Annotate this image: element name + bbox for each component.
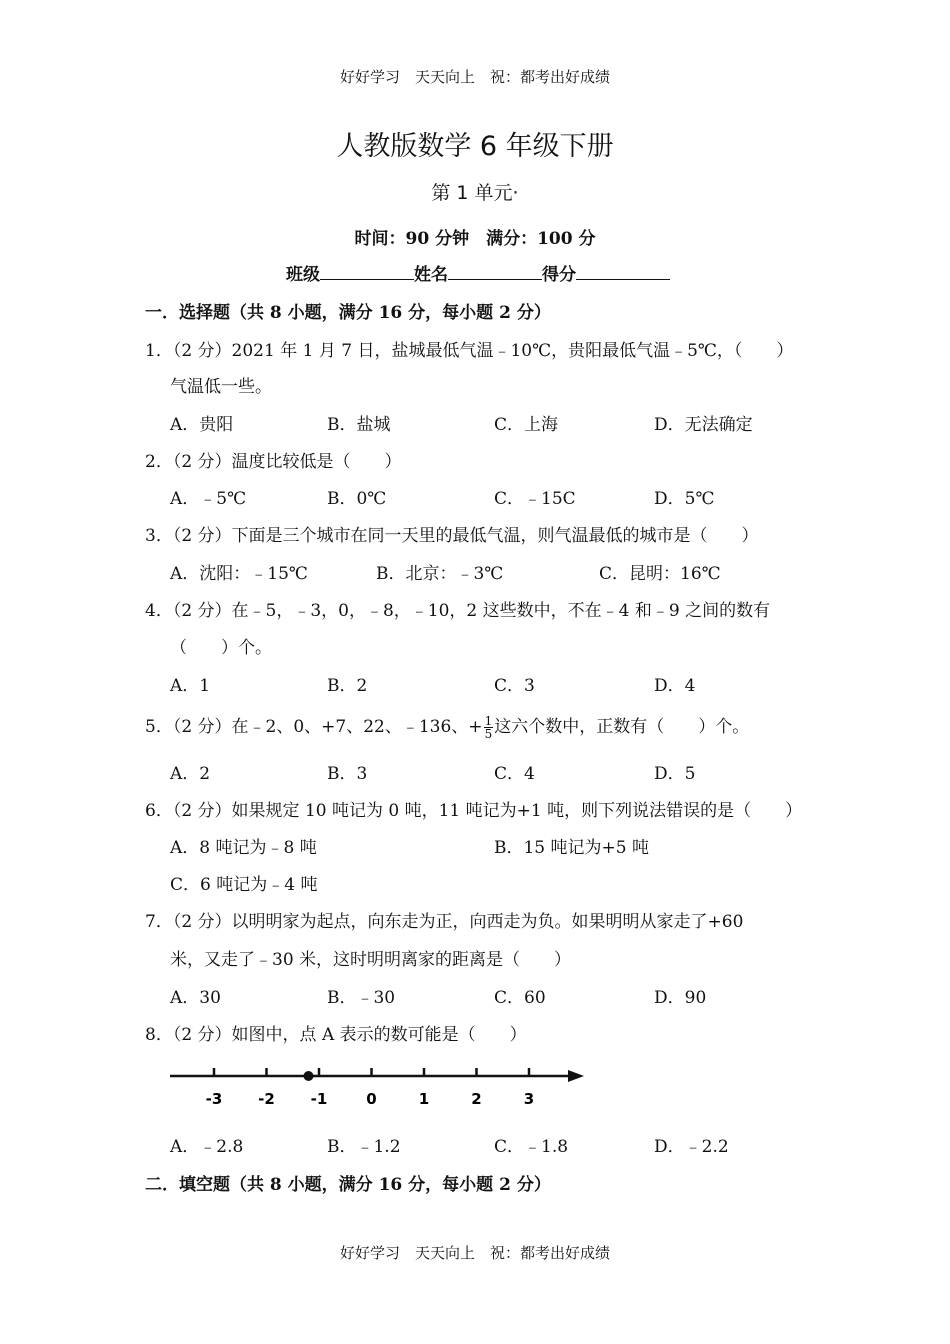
question-4-continued: （ ）个。 <box>170 638 272 658</box>
q4-option-c[interactable]: C．3 <box>494 676 535 696</box>
question-5-text-before: 5．（2 分）在﹣2、0、+7、22、﹣136、+ <box>145 717 483 737</box>
tick-label-2: 2 <box>471 1090 482 1108</box>
question-2: 2．（2 分）温度比较低是（ ） <box>145 452 402 472</box>
fraction-numerator: 1 <box>484 714 493 728</box>
q4-option-d[interactable]: D．4 <box>654 676 696 696</box>
q8-option-c[interactable]: C．﹣1.8 <box>494 1137 569 1157</box>
q5-option-d[interactable]: D．5 <box>654 764 696 784</box>
question-5 <box>145 712 749 740</box>
class-label: 班级 <box>286 265 320 285</box>
tick-label-1: 1 <box>418 1090 430 1108</box>
q6-option-a[interactable]: A．8 吨记为﹣8 吨 <box>170 838 317 858</box>
tick-label--3: -3 <box>205 1090 223 1108</box>
question-6: 6．（2 分）如果规定 10 吨记为 0 吨，11 吨记为+1 吨，则下列说法错误的是（ ） <box>145 801 803 821</box>
q4-option-b[interactable]: B．2 <box>327 676 368 696</box>
time-line: 时间：90 分钟 满分：100 分 <box>354 229 596 249</box>
question-1: 1．（2 分）2021 年 1 月 7 日，盐城最低气温﹣10℃，贵阳最低气温﹣5℃，（ ） <box>145 341 794 361</box>
tick-label--1: -1 <box>310 1090 328 1108</box>
question-8: 8．（2 分）如图中，点 A 表示的数可能是（ ） <box>145 1025 527 1045</box>
q2-option-c[interactable]: C．﹣15C <box>494 489 576 509</box>
q8-option-d[interactable]: D．﹣2.2 <box>654 1137 729 1157</box>
page-title: 人教版数学 6 年级下册 <box>336 131 614 162</box>
unit-label: 第 1 单元· <box>431 182 519 204</box>
q7-option-d[interactable]: D．90 <box>654 988 707 1008</box>
fraction-one-fifth <box>484 715 494 740</box>
q1-option-d[interactable]: D．无法确定 <box>654 415 753 435</box>
question-7: 7．（2 分）以明明家为起点，向东走为正，向西走为负。如果明明从家走了+60 <box>145 912 744 932</box>
q2-option-b[interactable]: B．0℃ <box>327 489 387 509</box>
section-heading-choice: 一．选择题（共 8 小题，满分 16 分，每小题 2 分） <box>145 303 551 323</box>
q1-option-a[interactable]: A．贵阳 <box>170 415 234 435</box>
q8-option-b[interactable]: B．﹣1.2 <box>327 1137 401 1157</box>
page-footer: 好好学习 天天向上 祝：都考出好成绩 <box>339 1244 610 1262</box>
section-heading-fill: 二．填空题（共 8 小题，满分 16 分，每小题 2 分） <box>145 1175 551 1195</box>
q3-option-c[interactable]: C．昆明：16℃ <box>599 564 721 584</box>
tick-label--2: -2 <box>258 1090 275 1108</box>
q8-option-a[interactable]: A．﹣2.8 <box>170 1137 244 1157</box>
number-line-figure <box>168 1062 588 1114</box>
q7-option-a[interactable]: A．30 <box>170 988 221 1008</box>
q3-option-b[interactable]: B．北京：﹣3℃ <box>376 564 504 584</box>
q7-option-c[interactable]: C．60 <box>494 988 546 1008</box>
q6-option-b[interactable]: B．15 吨记为+5 吨 <box>494 838 649 858</box>
number-line-arrow <box>568 1070 584 1082</box>
page-header: 好好学习 天天向上 祝：都考出好成绩 <box>339 68 610 86</box>
question-4: 4．（2 分）在﹣5，﹣3，0，﹣8，﹣10，2 这些数中，不在﹣4 和﹣9 之间的数有 <box>145 601 771 621</box>
q2-option-a[interactable]: A．﹣5℃ <box>170 489 247 509</box>
q1-option-c[interactable]: C．上海 <box>494 415 559 435</box>
q5-option-c[interactable]: C．4 <box>494 764 535 784</box>
fraction-denominator: 5 <box>484 727 493 741</box>
question-7-continued: 米，又走了﹣30 米，这时明明离家的距离是（ ） <box>170 950 572 970</box>
q6-option-c[interactable]: C．6 吨记为﹣4 吨 <box>170 875 318 895</box>
q5-option-b[interactable]: B．3 <box>327 764 368 784</box>
tick-label-0: 0 <box>366 1090 377 1108</box>
question-3: 3．（2 分）下面是三个城市在同一天里的最低气温，则气温最低的城市是（ ） <box>145 526 759 546</box>
q5-option-a[interactable]: A．2 <box>170 764 211 784</box>
q3-option-a[interactable]: A．沈阳：﹣15℃ <box>170 564 308 584</box>
name-label: 姓名 <box>414 265 448 285</box>
point-a-marker <box>304 1071 314 1081</box>
tick-label-3: 3 <box>523 1090 535 1108</box>
score-blank[interactable] <box>576 263 670 280</box>
class-blank[interactable] <box>320 263 414 280</box>
name-blank[interactable] <box>448 263 542 280</box>
q4-option-a[interactable]: A．1 <box>170 676 211 696</box>
question-1-continued: 气温低一些。 <box>170 377 272 397</box>
student-info-line <box>286 260 670 285</box>
q7-option-b[interactable]: B．﹣30 <box>327 988 396 1008</box>
q1-option-b[interactable]: B．盐城 <box>327 415 391 435</box>
score-label: 得分 <box>542 265 576 285</box>
question-5-text-after: 这六个数中，正数有（ ）个。 <box>494 717 750 737</box>
q2-option-d[interactable]: D．5℃ <box>654 489 715 509</box>
